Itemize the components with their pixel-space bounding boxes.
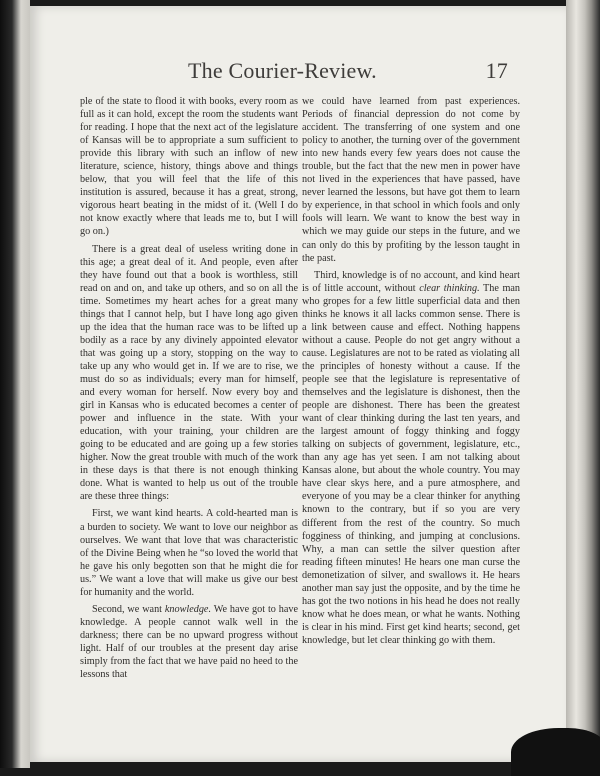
page-number: 17 (485, 58, 508, 83)
paragraph: There is a great deal of useless writing done in this age; a great deal of it. And people, even after they have found out that a book is worthless, still read on and on, and take up others, and so on all the time. Sometimes my heart aches for a great many things that I cannot help, but I have long ago given up the idea that the human race was to be lifted up bodily as a race by any divinely appointed elevator that was going up a story, stopping on the way to take up any who would get in. If we are to rise, we must do so as individuals; every man for himself, and every woman for herself. Now every boy and girl in Kansas who is educated becomes a center of power and influence in the state. With your education, with your training, your children are going to be educated and are going up a few stories higher. Now the great trouble with much of the work in these days is that there is not enough thinking done. What is wanted to help us out of the trouble are these three things: (80, 243, 298, 503)
paragraph (80, 603, 298, 681)
right-column (302, 95, 520, 647)
journal-title: The Courier-Review. (188, 58, 377, 83)
book-binding (0, 0, 30, 768)
text-run: We have got to have knowledge. A people cannot walk well in the darkness; there can be no upward progress without light. Half of our troubles at the present day arise simply from the fact that we have paid no heed to the lessons that (80, 603, 298, 681)
left-column (80, 95, 298, 681)
thumb-shadow (511, 728, 600, 776)
paragraph: ple of the state to flood it with books, every room as full as it can hold, except the room the students want for reading. I hope that the next act of the legislature of Kansas will be to appropriate a sum sufficient to provide this library with such an inflow of new literature, science, history, things above and things below, that you will feel that the life of this institution is assured, because it has a great, strong, vigorous heart beating in the midst of it. (Well I do not know exactly where that leads me to, but I will go on.) (80, 96, 298, 238)
emphasis: knowledge. (164, 603, 212, 615)
running-head (188, 58, 508, 84)
page-edges (566, 0, 600, 768)
text-run: Second, we want (92, 603, 165, 615)
paragraph: First, we want kind hearts. A cold-hearted man is a burden to society. We want to love our neighbor as ourselves. We want that love that was characteristic of the Divine Being when he “so loved the world that he gave his only begotten son that he might die for us.” We want a love that will make us give our best for humanity and the world. (80, 508, 298, 598)
emphasis: clear thinking. (419, 282, 480, 294)
text-run: Third, knowledge is of no account, and kind heart is of little account, without (302, 269, 520, 294)
text-run: The man who gropes for a few little superficial data and then thinks he knows it all lacks common sense. There is a link between cause and effect. Nothing happens without a cause. People do not get angry without a cause. Legislatures are not to be rated as violating all the principles of honesty without a cause. If the people see that the legislature is representative of themselves and the legislature is dishonest, then the people are dishonest. There has been the greatest want of clear thinking during the last ten years, and the largest amount of foggy thinking and foggy talking on subjects of government, legislature, etc., than any age has yet seen. I am not talking about Kansas alone, but about the whole country. You may have clear skys here, and a pure atmosphere, and everyone of you may be a clear thinker for anything known to the contrary, but if so you are very different from the rest of the country. So much fogginess of thinking, and jumping at conclusions. Why, a man can settle the silver question after reading fifteen minutes! He hears one man curse the demonetization of silver, and swallows it. He hears another man say just the opposite, and by the time he has got the two notions in his head he does not really know what he does mean, or what he wants. Nothing is clear in his mind. First get kind hearts; second, get knowledge, but let clear thinking go with them. (302, 282, 521, 646)
paragraph (302, 269, 520, 647)
paragraph: we could have learned from past experiences. Periods of financial depression do not come by accident. The transferring of one system and one policy to another, the turning over of the government into new hands every few years does not cause the trouble, but the fact that the new men in power have not lived in the experiences that have passed, have never learned the lessons, but have got them to learn by experience, in that school in which fools and only fools will learn. We want to know the best way in which we may guide our steps in the future, and we can only do this by profiting by the lesson taught in the past. (302, 96, 520, 264)
